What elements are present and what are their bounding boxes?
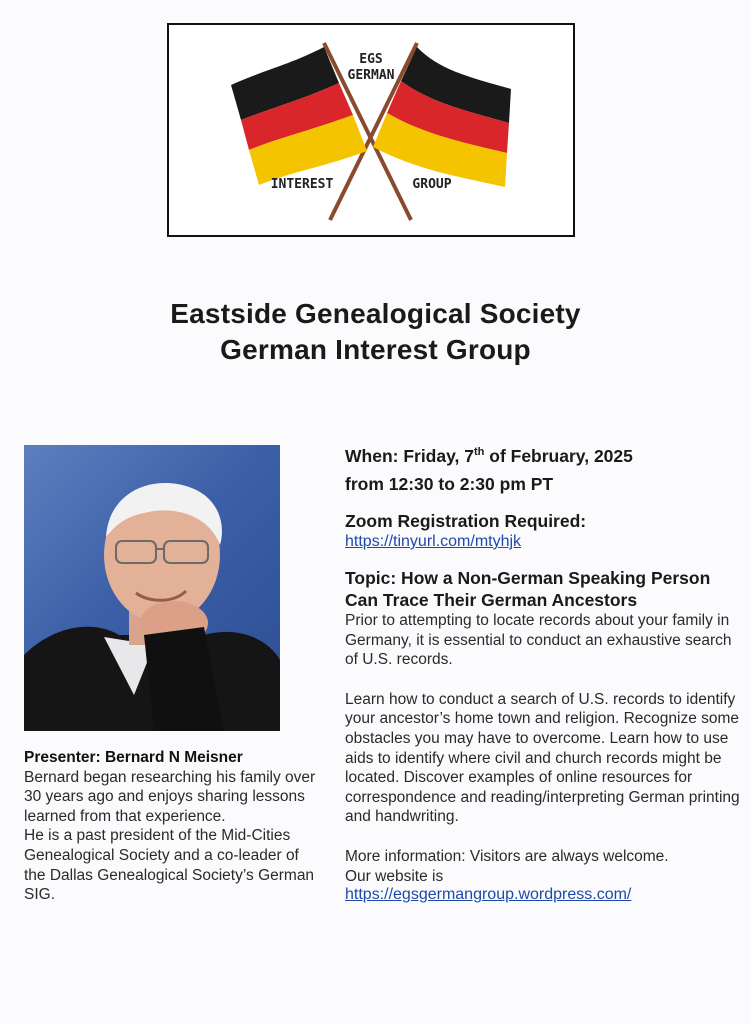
event-date-prefix: When: Friday, 7 <box>345 446 474 466</box>
logo-text-group: GROUP <box>412 177 452 192</box>
presenter-section <box>24 748 324 905</box>
event-details <box>345 442 745 904</box>
website-label: Our website is <box>345 867 444 885</box>
more-info-text: More information: Visitors are always welcome. <box>345 847 669 865</box>
topic-paragraph-1: Prior to attempting to locate records about your family in Germany, it is essential to conduct an exhaustive search of U.S. records. <box>345 612 732 669</box>
logo-text-egs: EGS <box>359 52 383 67</box>
title-line-2: German Interest Group <box>220 334 531 365</box>
presenter-bio-2: He is a past president of the Mid-Cities Genealogical Society and a co-leader of the Dallas Genealogical Society’s German SIG. <box>24 827 315 904</box>
presenter-label: Presenter: Bernard N Meisner <box>24 749 243 766</box>
event-date-superscript: th <box>474 446 485 459</box>
zoom-registration-label: Zoom Registration Required: <box>345 511 587 531</box>
website-link[interactable]: https://egsgermangroup.wordpress.com/ <box>345 886 632 904</box>
title-line-1: Eastside Genealogical Society <box>170 298 581 329</box>
logo-text-german: GERMAN <box>347 68 395 83</box>
event-date-suffix: of February, 2025 <box>484 446 633 466</box>
logo-text-interest: INTEREST <box>270 177 334 192</box>
presenter-photo <box>24 445 280 731</box>
topic-heading: Topic: How a Non-German Speaking Person Can Trace Their German Ancestors <box>345 568 711 610</box>
presenter-bio-1: Bernard began researching his family over 30 years ago and enjoys sharing lessons learned from that experience. <box>24 768 316 825</box>
event-date <box>345 442 745 470</box>
topic-paragraph-2: Learn how to conduct a search of U.S. records to identify your ancestor’s home town and religion. Recognize some obstacles you may have to overcome. Learn how to use aids to identify where civil and church records might be located. Discover examples of online resources for correspondence and reading/interpreting German printing and handwriting. <box>345 690 740 826</box>
event-time: from 12:30 to 2:30 pm PT <box>345 474 554 494</box>
crossed-german-flags-logo <box>169 25 573 235</box>
presenter-portrait <box>24 445 280 731</box>
zoom-registration-link[interactable]: https://tinyurl.com/mtyhjk <box>345 533 522 550</box>
logo-box <box>167 23 575 237</box>
page-title <box>0 296 751 368</box>
